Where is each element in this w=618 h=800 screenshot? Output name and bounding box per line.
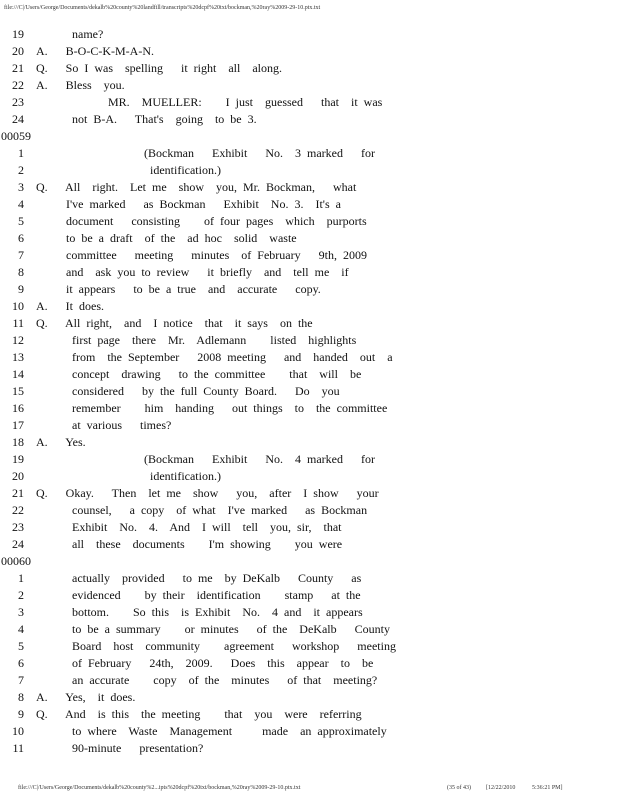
line-text: Q. Okay. Then let me show you, after I show your — [36, 486, 379, 500]
transcript-line — [0, 502, 618, 519]
footer-time: 5:36:21 PM] — [532, 785, 563, 791]
transcript-line — [0, 485, 618, 502]
line-text: counsel, a copy of what I've marked as Bockman — [36, 503, 368, 517]
transcript-line — [0, 111, 618, 128]
transcript-line — [0, 60, 618, 77]
transcript-line — [0, 604, 618, 621]
transcript-line — [0, 315, 618, 332]
line-number: 1 — [18, 146, 24, 160]
line-number: 7 — [18, 248, 24, 262]
transcript-line — [0, 638, 618, 655]
line-number: 10 — [12, 724, 24, 738]
page-number: 00060 — [1, 554, 31, 568]
line-text: remember him handing out things to the committee — [36, 401, 388, 415]
line-number: 9 — [18, 282, 24, 296]
line-text: at various times? — [36, 418, 172, 432]
line-text: concept drawing to the committee that will be — [36, 367, 362, 381]
line-text: I've marked as Bockman Exhibit No. 3. It's a — [36, 197, 341, 211]
line-number: 6 — [18, 656, 24, 670]
line-text: A. Yes. — [36, 435, 86, 449]
line-text: all these documents I'm showing you were — [36, 537, 343, 551]
footer-page-count: (35 of 43) — [447, 785, 471, 791]
line-number: 9 — [18, 707, 24, 721]
transcript-line — [0, 213, 618, 230]
line-text: from the September 2008 meeting and handed out a — [36, 350, 393, 364]
page-number: 00059 — [1, 129, 31, 143]
line-number: 14 — [12, 367, 24, 381]
line-number: 13 — [12, 350, 24, 364]
transcript-line — [0, 196, 618, 213]
transcript-line — [0, 451, 618, 468]
line-text: A. It does. — [36, 299, 104, 313]
line-text: Q. All right. Let me show you, Mr. Bockman, what — [36, 180, 357, 194]
transcript-line — [0, 366, 618, 383]
line-number: 2 — [18, 163, 24, 177]
transcript-line — [0, 536, 618, 553]
line-number: 24 — [12, 537, 24, 551]
line-number: 5 — [18, 214, 24, 228]
line-text: committee meeting minutes of February 9th, 2009 — [36, 248, 367, 262]
line-number: 17 — [12, 418, 24, 432]
transcript-line — [0, 587, 618, 604]
transcript-line — [0, 655, 618, 672]
line-text: Q. And is this the meeting that you were referring — [36, 707, 362, 721]
transcript-line — [0, 672, 618, 689]
line-number: 21 — [12, 61, 24, 75]
line-number: 2 — [18, 588, 24, 602]
line-number: 21 — [12, 486, 24, 500]
line-number: 11 — [12, 316, 24, 330]
line-text: MR. MUELLER: I just guessed that it was — [36, 95, 383, 109]
line-text: A. Bless you. — [36, 78, 125, 92]
transcript-line — [0, 349, 618, 366]
transcript-line — [0, 179, 618, 196]
line-number: 23 — [12, 520, 24, 534]
transcript-line — [0, 94, 618, 111]
line-number: 23 — [12, 95, 24, 109]
transcript-line — [0, 145, 618, 162]
line-number: 11 — [12, 741, 24, 755]
footer-date: [12/22/2010 — [486, 785, 516, 791]
transcript-line — [0, 298, 618, 315]
transcript-line — [0, 247, 618, 264]
line-number: 3 — [18, 180, 24, 194]
transcript-line — [0, 621, 618, 638]
line-number: 1 — [18, 571, 24, 585]
transcript-line — [0, 519, 618, 536]
line-text: actually provided to me by DeKalb County as — [36, 571, 362, 585]
page-number-marker — [0, 553, 618, 570]
transcript-line — [0, 706, 618, 723]
transcript-line — [0, 570, 618, 587]
transcript-line — [0, 264, 618, 281]
line-text: Q. So I was spelling it right all along. — [36, 61, 282, 75]
line-text: (Bockman Exhibit No. 3 marked for — [36, 146, 375, 160]
transcript-line — [0, 740, 618, 757]
line-text: bottom. So this is Exhibit No. 4 and it appears — [36, 605, 363, 619]
line-number: 16 — [12, 401, 24, 415]
line-number: 24 — [12, 112, 24, 126]
line-text: first page there Mr. Adlemann listed highlights — [36, 333, 357, 347]
line-text: identification.) — [36, 163, 221, 177]
line-text: to be a summary or minutes of the DeKalb County — [36, 622, 390, 636]
transcript-line — [0, 332, 618, 349]
transcript-line — [0, 689, 618, 706]
line-number: 7 — [18, 673, 24, 687]
line-number: 8 — [18, 265, 24, 279]
file-path-header: file:///C|/Users/George/Documents/dekalb%20county%20landfill/transcripts%20dcpf%20txt/bockman,%20ray%2009-29-10.ptx.txt — [4, 5, 321, 11]
transcript-line — [0, 43, 618, 60]
transcript-line — [0, 723, 618, 740]
transcript-line — [0, 468, 618, 485]
transcript-line — [0, 417, 618, 434]
line-number: 8 — [18, 690, 24, 704]
page-number-marker — [0, 128, 618, 145]
line-text: of February 24th, 2009. Does this appear to be — [36, 656, 374, 670]
line-text: Exhibit No. 4. And I will tell you, sir, that — [36, 520, 342, 534]
line-number: 22 — [12, 78, 24, 92]
transcript-line — [0, 400, 618, 417]
line-number: 4 — [18, 622, 24, 636]
line-text: evidenced by their identification stamp at the — [36, 588, 361, 602]
transcript-line — [0, 77, 618, 94]
line-number: 19 — [12, 27, 24, 41]
line-number: 4 — [18, 197, 24, 211]
line-number: 3 — [18, 605, 24, 619]
line-text: to where Waste Management made an approximately — [36, 724, 387, 738]
line-number: 19 — [12, 452, 24, 466]
transcript-line — [0, 162, 618, 179]
line-text: an accurate copy of the minutes of that meeting? — [36, 673, 378, 687]
line-number: 6 — [18, 231, 24, 245]
line-number: 20 — [12, 469, 24, 483]
line-text: Board host community agreement workshop meeting — [36, 639, 396, 653]
transcript-line — [0, 26, 618, 43]
line-text: identification.) — [36, 469, 221, 483]
line-text: considered by the full County Board. Do you — [36, 384, 340, 398]
line-number: 18 — [12, 435, 24, 449]
line-number: 20 — [12, 44, 24, 58]
line-text: A. Yes, it does. — [36, 690, 136, 704]
transcript-line — [0, 281, 618, 298]
line-text: name? — [36, 27, 104, 41]
transcript-line — [0, 230, 618, 247]
line-text: document consisting of four pages which purports — [36, 214, 367, 228]
line-number: 5 — [18, 639, 24, 653]
line-text: it appears to be a true and accurate copy. — [36, 282, 321, 296]
line-number: 15 — [12, 384, 24, 398]
line-number: 10 — [12, 299, 24, 313]
line-text: and ask you to review it briefly and tell me if — [36, 265, 349, 279]
footer-file-path: file:///C|/Users/George/Documents/dekalb%20county%2...ipts%20dcpf%20txt/bockman,%20ray%2009-29-10.ptx.txt — [18, 785, 301, 791]
line-text: Q. All right, and I notice that it says on the — [36, 316, 313, 330]
line-number: 22 — [12, 503, 24, 517]
line-text: not B-A. That's going to be 3. — [36, 112, 257, 126]
line-text: 90-minute presentation? — [36, 741, 204, 755]
transcript-line — [0, 434, 618, 451]
line-text: (Bockman Exhibit No. 4 marked for — [36, 452, 375, 466]
line-text: A. B-O-C-K-M-A-N. — [36, 44, 154, 58]
transcript-line — [0, 383, 618, 400]
line-number: 12 — [12, 333, 24, 347]
line-text: to be a draft of the ad hoc solid waste — [36, 231, 297, 245]
